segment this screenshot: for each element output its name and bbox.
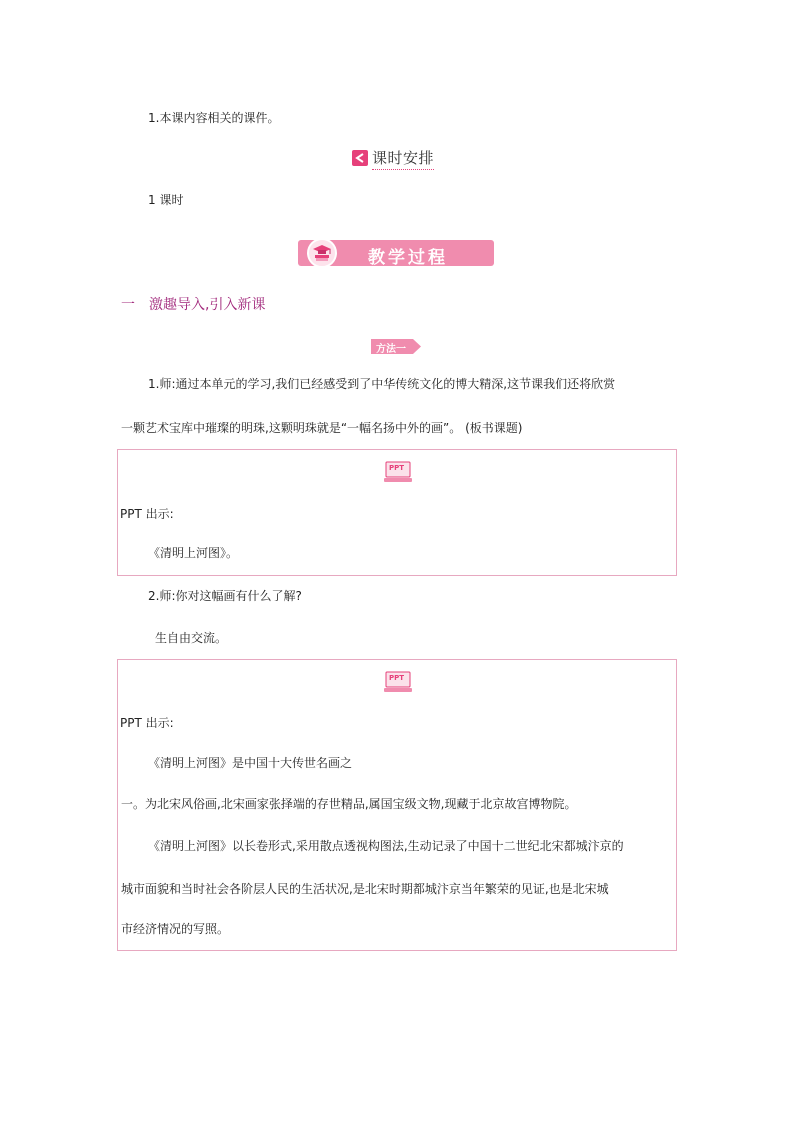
- banner-title: 教学过程: [368, 248, 448, 268]
- ppt-box-2: [117, 659, 677, 951]
- ppt-intro: PPT 出示:: [120, 507, 174, 521]
- materials-line: 1.本课内容相关的课件。: [148, 111, 280, 125]
- lesson-arrangement-title: 课时安排: [372, 147, 434, 170]
- graduation-cap-books-icon: [307, 238, 337, 268]
- teaching-process-banner: [298, 240, 494, 266]
- lesson-arrangement-heading: [352, 148, 434, 168]
- ppt-line-2: 一。为北宋风俗画,北宋画家张择端的存世精品,属国宝级文物,现藏于北京故宫博物院。: [121, 797, 577, 811]
- ppt-box-1: [117, 449, 677, 576]
- ppt-icon: [384, 671, 412, 693]
- ppt-content: 《清明上河图》。: [148, 546, 239, 560]
- paragraph-3: 生自由交流。: [155, 631, 228, 645]
- paragraph-1-line-1: 1.师:通过本单元的学习,我们已经感受到了中华传统文化的博大精深,这节课我们还将欣赏: [148, 377, 616, 391]
- arrow-bookmark-icon: [352, 150, 368, 166]
- lesson-count: 1 课时: [148, 193, 184, 207]
- paragraph-1-line-2: 一颗艺术宝库中璀璨的明珠,这颗明珠就是“一幅名扬中外的画”。 (板书课题): [121, 421, 523, 435]
- ppt-icon: [384, 461, 412, 483]
- method-tag-label: 方法一: [376, 344, 406, 355]
- ppt-line-1: 《清明上河图》是中国十大传世名画之: [148, 756, 353, 770]
- method-tag: [371, 339, 421, 354]
- ppt-line-5: 市经济情况的写照。: [121, 922, 230, 936]
- paragraph-2: 2.师:你对这幅画有什么了解?: [148, 589, 302, 603]
- section-title: 一 激趣导入,引入新课: [121, 297, 266, 313]
- ppt-icon-label: PPT: [389, 674, 405, 682]
- ppt-line-4: 城市面貌和当时社会各阶层人民的生活状况,是北宋时期都城汴京当年繁荣的见证,也是北宋城: [121, 882, 609, 896]
- ppt-line-3: 《清明上河图》以长卷形式,采用散点透视构图法,生动记录了中国十二世纪北宋都城汴京的: [148, 839, 624, 853]
- ppt-intro: PPT 出示:: [120, 716, 174, 730]
- ppt-icon-label: PPT: [389, 464, 405, 472]
